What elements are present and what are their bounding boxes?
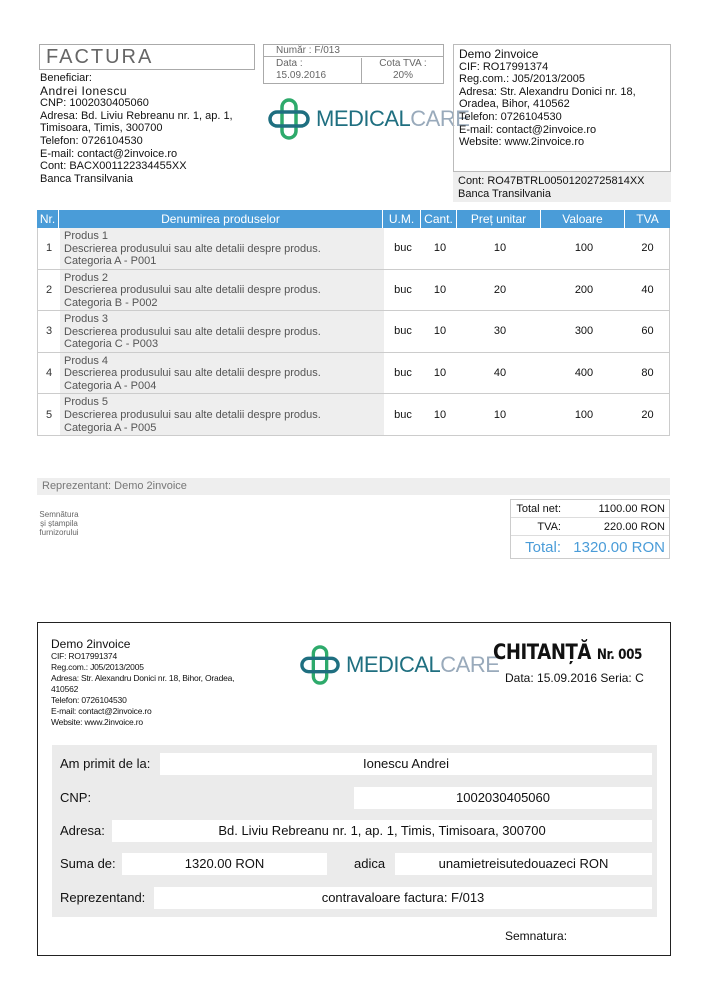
row-product-desc: Descrierea produsului sau alte detalii despre produs. [64,325,321,338]
received-field[interactable]: Ionescu Andrei [160,753,652,775]
row-product-name: Produs 4 [64,354,109,367]
received-label: Am primit de la: [60,756,151,771]
row-product-category: Categoria A - P001 [64,255,157,268]
row-vat: 20 [641,242,654,255]
row-description [60,311,384,352]
row-product-category: Categoria C - P003 [64,338,159,351]
row-qty: 10 [433,325,447,338]
row-vat: 60 [641,325,654,338]
representing-field[interactable]: contravaloare factura: F/013 [154,887,652,909]
row-value: 300 [574,325,594,338]
supplier-block [453,44,671,172]
total-vat-value: 220.00 RON [603,520,665,533]
medicalcare-logo [268,98,469,140]
signature-label-line: Semnătura [39,510,79,519]
row-qty: 10 [433,367,447,380]
client-account: Cont: BACX001122334455XX [40,160,187,173]
address-field[interactable]: Bd. Liviu Rebreanu nr. 1, ap. 1, Timis, Timisoara, 300700 [112,820,652,842]
row-vat: 20 [641,408,654,421]
supplier-bank-block [453,172,671,202]
table-row [37,311,670,353]
col-header-qty: Cant. [421,210,457,228]
receipt-date: Data: 15.09.2016 Seria: C [505,671,644,685]
table-row [37,353,670,395]
receipt-number: Nr. 005 [596,647,643,663]
medical-cross-icon [268,98,310,140]
row-vat: 40 [641,283,654,296]
row-vat: 80 [641,367,654,380]
invoice-vat-cell [362,58,444,84]
form-row-received [52,753,657,775]
row-value: 200 [574,283,594,296]
logo-word-medical: MEDICAL [346,652,441,677]
row-description [60,228,384,269]
receipt-medicalcare-logo [300,645,499,685]
row-product-desc: Descrierea produsului sau alte detalii despre produs. [64,408,321,421]
col-header-value: Valoare [541,210,625,228]
items-table-body [37,228,670,436]
table-row [37,394,670,436]
row-um: buc [394,367,412,380]
invoice-vat-value: 20% [392,70,413,81]
signature-label-line: și ștampila [40,519,78,528]
row-product-category: Categoria A - P004 [64,379,157,392]
form-row-representing [52,887,657,909]
representative-bar: Reprezentant: Demo 2invoice [37,478,670,495]
row-product-name: Produs 2 [64,271,109,284]
form-row-sum [52,853,657,875]
address-label: Adresa: [60,823,105,838]
form-row-address [52,820,657,842]
row-qty: 10 [433,242,447,255]
row-unit-price: 40 [493,367,507,380]
row-product-desc: Descrierea produsului sau alte detalii despre produs. [64,284,321,297]
row-um: buc [394,242,412,255]
invoice-date-cell [264,58,362,84]
row-um: buc [394,408,412,421]
row-product-category: Categoria B - P002 [64,296,158,309]
client-heading: Beneficiar: [40,72,92,84]
row-nr: 4 [45,367,53,380]
receipt-supplier-cif: CIF: RO17991374 [51,651,117,661]
supplier-account: Cont: RO47BTRL00501202725814XX [458,175,645,187]
receipt-title [493,640,642,664]
logo-word-care: CARE [410,106,470,131]
total-vat-row [511,518,669,536]
logo-word-care: CARE [440,652,500,677]
totals-box [510,499,670,559]
receipt-supplier-regcom: Reg.com.: J05/2013/2005 [51,662,144,672]
total-vat-label: TVA: [537,520,561,533]
supplier-email: E-mail: contact@2invoice.ro [459,123,597,136]
grand-total-label: Total: [525,538,561,556]
invoice-number: Număr : F/013 [264,45,443,57]
grand-total-row [511,536,669,558]
row-um: buc [394,283,412,296]
receipt-title-text: CHITANȚĂ [493,640,591,664]
row-product-name: Produs 3 [64,313,109,326]
row-nr: 3 [45,325,53,338]
col-header-nr: Nr. [37,210,59,228]
items-table [37,210,670,436]
invoice-title: FACTURA [39,44,255,70]
sum-field[interactable]: 1320.00 RON [122,853,327,875]
items-table-header [37,210,670,228]
invoice-meta-box [263,44,444,84]
signature-label-line: furnizorului [39,528,79,537]
client-block [40,72,270,185]
supplier-name: Demo 2invoice [459,47,539,61]
row-nr: 5 [45,408,53,421]
sum-words-label: adica [354,856,386,871]
supplier-address-1: Adresa: Str. Alexandru Donici nr. 18, [459,85,636,98]
row-unit-price: 10 [493,408,507,421]
supplier-phone: Telefon: 0726104530 [459,110,562,123]
medical-cross-icon [300,645,340,685]
row-description [60,353,384,394]
supplier-regcom: Reg.com.: J05/2013/2005 [459,73,585,86]
row-value: 400 [574,367,594,380]
supplier-cif: CIF: RO17991374 [459,60,549,73]
col-header-um: U.M. [383,210,421,228]
row-qty: 10 [433,283,447,296]
table-row [37,228,670,270]
receipt-supplier-address-1: Adresa: Str. Alexandru Donici nr. 18, Bihor, Oradea, [51,673,235,683]
row-qty: 10 [433,408,447,421]
logo-wordmark [316,106,469,132]
invoice-date-value: 15.09.2016 [276,70,327,81]
client-address-2: Timisoara, Timis, 300700 [40,122,163,135]
cnp-label: CNP: [60,790,92,805]
col-header-vat: TVA [625,210,670,228]
col-header-unit-price: Preț unitar [457,210,541,228]
receipt-supplier-address-2: 410562 [51,684,79,694]
supplier-website: Website: www.2invoice.ro [459,136,585,149]
client-address-1: Adresa: Bd. Liviu Rebreanu nr. 1, ap. 1, [40,109,233,122]
supplier-signature-label [30,510,88,537]
row-product-desc: Descrierea produsului sau alte detalii despre produs. [64,367,321,380]
receipt-signature-label: Semnatura: [505,929,568,943]
table-row [37,270,670,312]
receipt-supplier-name: Demo 2invoice [51,637,131,651]
receipt-form [52,745,657,917]
row-product-category: Categoria A - P005 [64,421,157,434]
receipt-supplier-block [51,637,301,728]
invoice-date-label: Data : [276,58,303,69]
row-product-name: Produs 5 [64,396,109,409]
client-bank: Banca Transilvania [40,172,133,185]
receipt-supplier-phone: Telefon: 0726104530 [51,695,127,705]
client-cnp: CNP: 1002030405060 [40,97,149,110]
total-net-row [511,500,669,518]
form-row-cnp [52,787,657,809]
receipt-supplier-email: E-mail: contact@2invoice.ro [51,706,152,716]
row-description [60,270,384,311]
grand-total-value: 1320.00 RON [573,538,665,556]
supplier-address-2: Oradea, Bihor, 410562 [459,98,570,111]
row-unit-price: 20 [493,283,507,296]
total-net-label: Total net: [516,502,561,515]
sum-label: Suma de: [60,856,116,871]
row-nr: 2 [45,283,53,296]
row-unit-price: 30 [493,325,507,338]
supplier-bank: Banca Transilvania [458,187,551,200]
logo-wordmark [346,652,499,678]
row-value: 100 [574,242,594,255]
representing-label: Reprezentand: [60,890,146,905]
row-um: buc [394,325,412,338]
row-product-desc: Descrierea produsului sau alte detalii despre produs. [64,242,321,255]
cnp-field[interactable]: 1002030405060 [354,787,652,809]
row-value: 100 [574,408,594,421]
client-phone: Telefon: 0726104530 [40,134,143,147]
receipt-supplier-website: Website: www.2invoice.ro [51,717,143,727]
client-email: E-mail: contact@2invoice.ro [40,147,178,160]
sum-words-field[interactable]: unamietreisutedouazeci RON [395,853,652,875]
client-name: Andrei Ionescu [40,83,128,98]
row-nr: 1 [45,242,53,255]
logo-word-medical: MEDICAL [316,106,411,131]
row-unit-price: 10 [493,242,507,255]
row-description [60,394,384,435]
row-product-name: Produs 1 [64,230,109,242]
col-header-name: Denumirea produselor [59,210,383,228]
invoice-vat-label: Cota TVA : [379,58,427,69]
total-net-value: 1100.00 RON [598,502,665,515]
